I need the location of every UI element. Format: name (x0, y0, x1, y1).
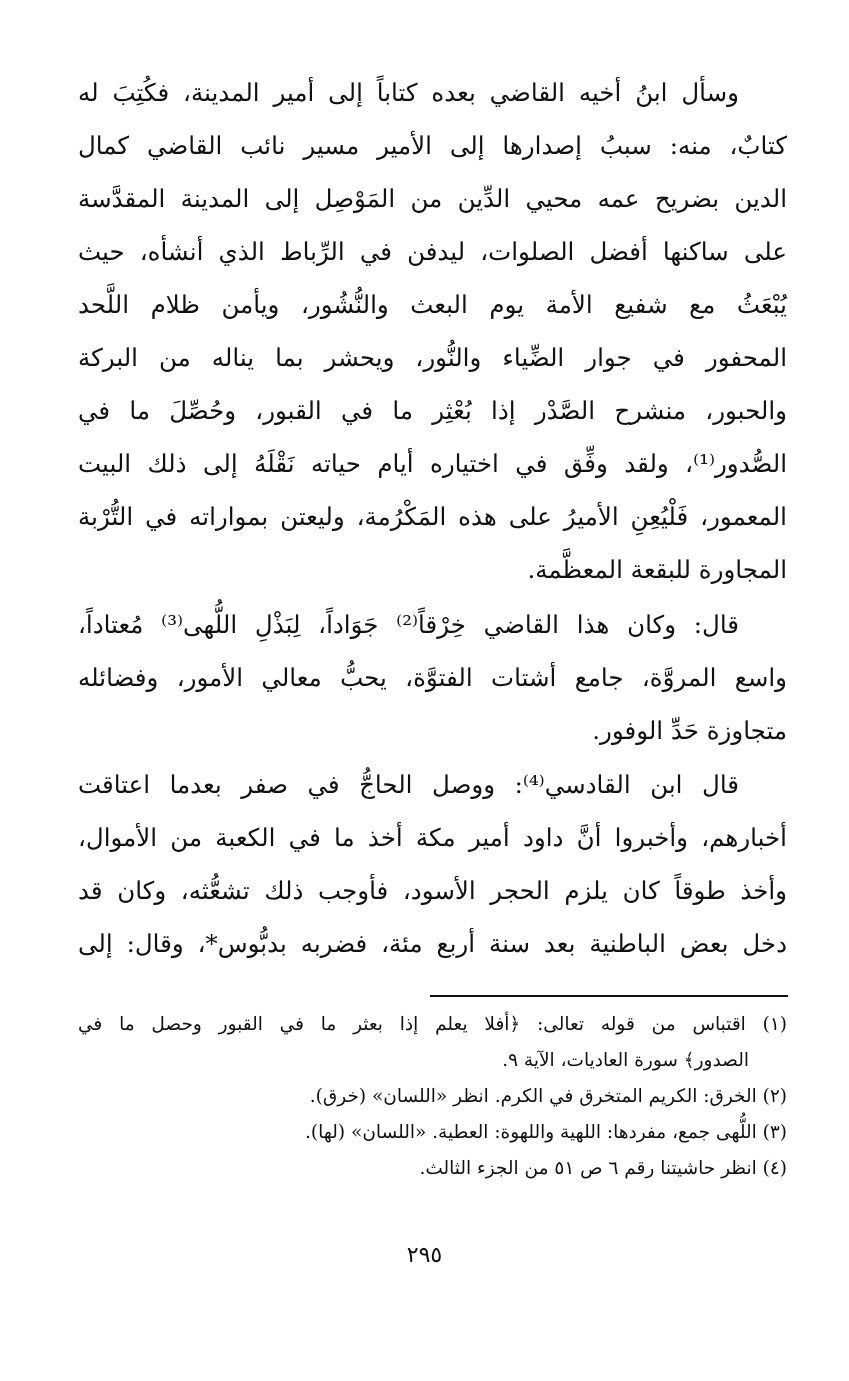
footnote-1-line-2: الصدور﴾ سورة العاديات، الآية ٩. (502, 1050, 749, 1071)
footnote-2: (٢) الخرق: الكريم المتخرق في الكرم. انظر «اللسان» (خرق). (309, 1086, 787, 1107)
text-line: المجاورة للبقعة المعظَّمة. (527, 555, 787, 584)
text-line: الدين بضريح عمه محيي الدِّين من المَوْصِل إلى المدينة المقدَّسة (78, 184, 787, 213)
page-number: ٢٩٥ (406, 1243, 443, 1268)
text-line: وسأل ابنُ أخيه القاضي بعده كتاباً إلى أمير المدينة، فكُتِبَ له (78, 78, 739, 107)
text-line: متجاوزة حَدِّ الوفور. (592, 716, 787, 745)
footnote-3: (٣) اللُّهى جمع، مفردها: اللهية واللهوة: العطية. «اللسان» (لها). (305, 1122, 787, 1143)
footnote-1-line-1: (١) اقتباس من قوله تعالى: ﴿أفلا يعلم إذا بعثر ما في القبور وحصل ما في (78, 1014, 787, 1035)
paragraph-1 (78, 66, 787, 596)
footnotes (78, 1007, 787, 1187)
text-line: والحبور، منشرح الصَّدْر إذا بُعْثِر ما في القبور، وحُصِّلَ ما في (78, 396, 787, 425)
footnote-4: (٤) انظر حاشيتنا رقم ٦ ص ٥١ من الجزء الثالث. (419, 1158, 787, 1179)
text-line: المحفور في جوار الضِّياء والنُّور، ويحشر بما يناله من البركة (78, 343, 787, 372)
footnote-1 (78, 1007, 787, 1079)
text-line: الصُّدور⁽¹⁾، ولقد وفِّق في اختياره أيام حياته نَقْلَهُ إلى ذلك البيت (78, 449, 787, 478)
text-line: على ساكنها أفضل الصلوات، ليدفن في الرِّباط الذي أنشأه، حيث (78, 237, 787, 266)
paragraph-3 (78, 758, 787, 970)
text-line: المعمور، فَلْيُعِنِ الأميرُ على هذه المَكْرُمة، وليعتن بمواراته في التُّرْبة (78, 502, 787, 531)
text-line: دخل بعض الباطنية بعد سنة أربع مئة، فضربه بدبُّوس*، وقال: إلى (78, 929, 787, 958)
text-line: واسع المروَّة، جامع أشتات الفتوَّة، يحبُّ معالي الأمور، وفضائله (78, 663, 787, 692)
text-line: قال ابن القادسي⁽⁴⁾: ووصل الحاجُّ في صفر بعدما اعتاقت (78, 770, 739, 799)
text-line: أخبارهم، وأخبروا أنَّ داود أمير مكة أخذ ما في الكعبة من الأموال، (78, 823, 787, 852)
paragraph-2 (78, 598, 787, 757)
text-line: قال: وكان هذا القاضي خِرْقاً⁽²⁾ جَوَاداً، لِبَذْلِ اللُّهى⁽³⁾ مُعتاداً، (78, 610, 740, 639)
text-line: كتابٌ، منه: سببُ إصدارها إلى الأمير مسير نائب القاضي كمال (78, 131, 787, 160)
text-line: يُبْعَثُ مع شفيع الأمة يوم البعث والنُّشُور، ويأمن ظلام اللَّحد (78, 290, 787, 319)
footnote-divider (430, 995, 788, 997)
text-line: وأخذ طوقاً كان يلزم الحجر الأسود، فأوجب ذلك تشعُّثه، وكان قد (78, 876, 787, 905)
